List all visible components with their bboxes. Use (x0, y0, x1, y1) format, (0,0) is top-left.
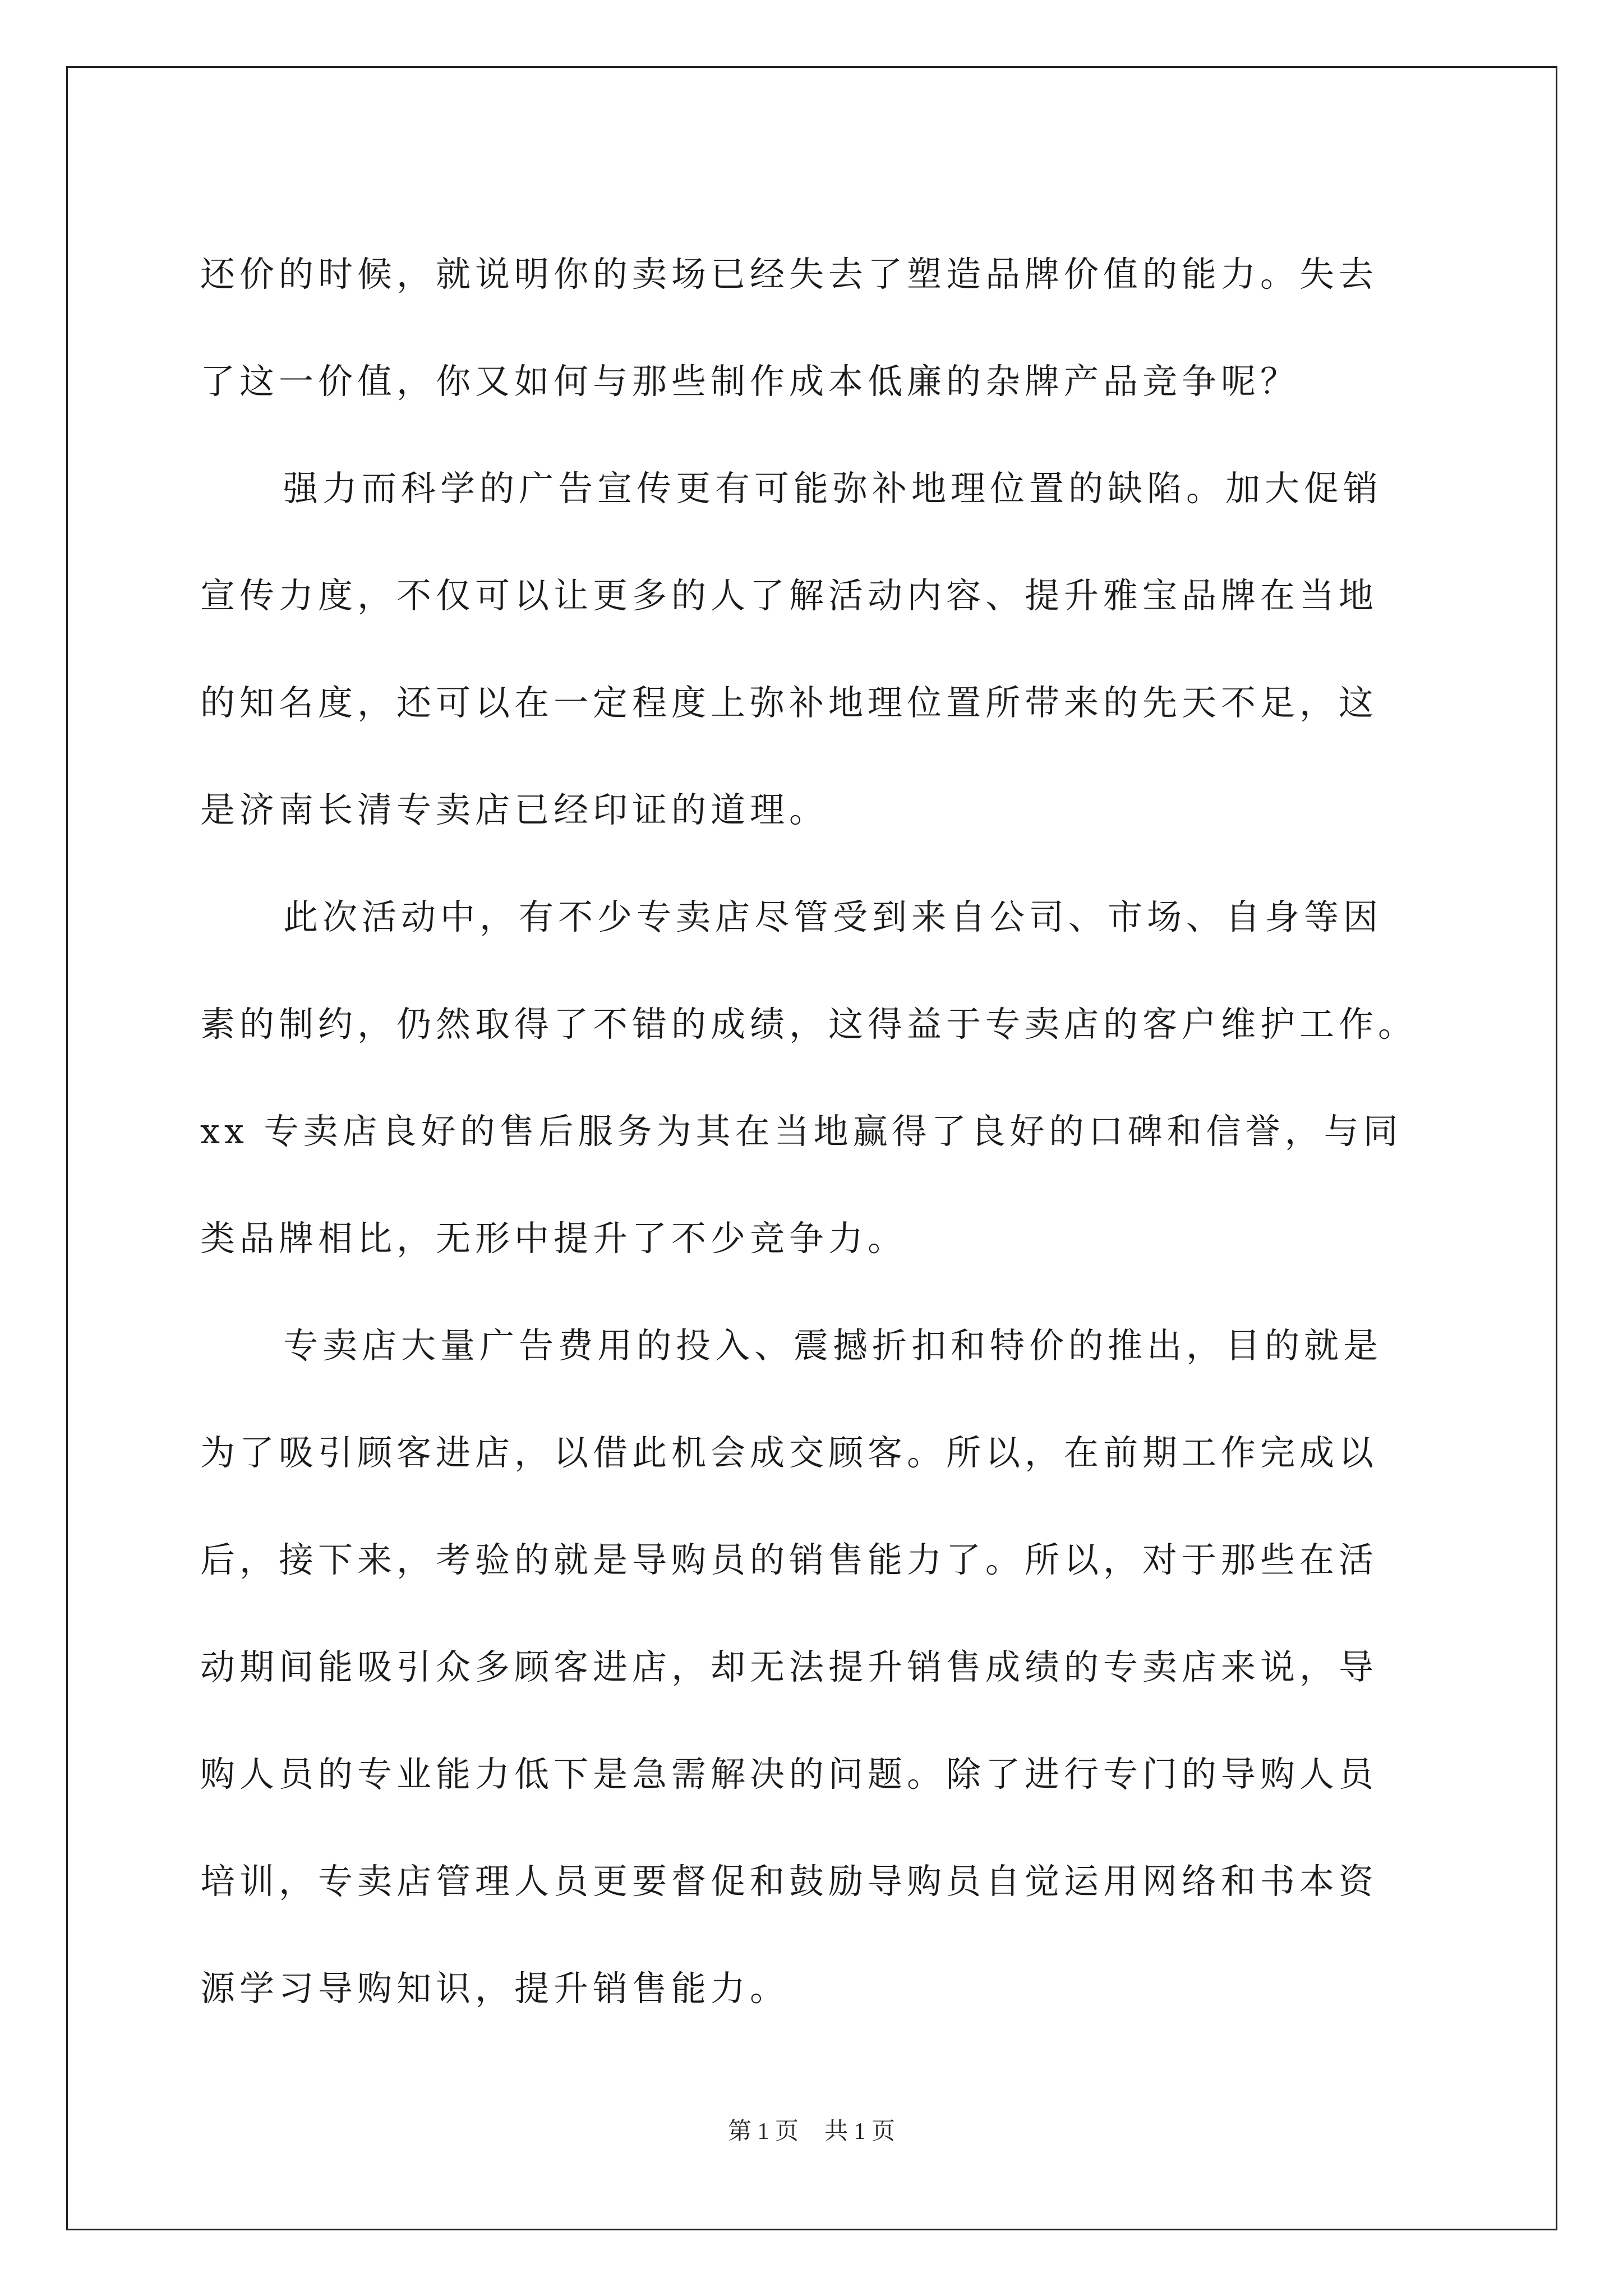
text-line: 素的制约，仍然取得了不错的成绩，这得益于专卖店的客户维护工作。 (200, 1004, 1418, 1045)
text-line: 类品牌相比，无形中提升了不少竞争力。 (200, 1218, 907, 1259)
text-line: xx 专卖店良好的售后服务为其在当地赢得了良好的口碑和信誉，与同 (200, 1111, 1403, 1152)
page-number-total: 共 1 页 (824, 2119, 896, 2145)
text-line: 购人员的专业能力低下是急需解决的问题。除了进行专门的导购人员 (200, 1754, 1378, 1795)
text-line: 还价的时候，就说明你的卖场已经失去了塑造品牌价值的能力。失去 (200, 254, 1378, 295)
text-line: 的知名度，还可以在一定程度上弥补地理位置所带来的先天不足，这 (200, 682, 1378, 723)
paragraph-start-line: 此次活动中，有不少专卖店尽管受到来自公司、市场、自身等因 (283, 896, 1383, 937)
text-line: 培训，专卖店管理人员更要督促和鼓励导购员自觉运用网络和书本资 (200, 1861, 1378, 1902)
document-body (200, 220, 1423, 2042)
text-line: 了这一价值，你又如何与那些制作成本低廉的杂牌产品竞争呢？ (200, 361, 1300, 402)
page-footer (0, 2115, 1623, 2148)
text-line: 宣传力度，不仅可以让更多的人了解活动内容、提升雅宝品牌在当地 (200, 575, 1378, 616)
text-line: 为了吸引顾客进店，以借此机会成交顾客。所以，在前期工作完成以 (200, 1432, 1378, 1473)
paragraph-start-line: 强力而科学的广告宣传更有可能弥补地理位置的缺陷。加大促销 (283, 468, 1383, 509)
paragraph-start-line: 专卖店大量广告费用的投入、震撼折扣和特价的推出，目的就是 (283, 1325, 1383, 1366)
text-line: 动期间能吸引众多顾客进店，却无法提升销售成绩的专卖店来说，导 (200, 1646, 1378, 1687)
page-number-current: 第 1 页 (727, 2119, 799, 2145)
text-line: 是济南长清专卖店已经印证的道理。 (200, 789, 829, 830)
text-line: 源学习导购知识，提升销售能力。 (200, 1968, 790, 2009)
text-line: 后，接下来，考验的就是导购员的销售能力了。所以，对于那些在活 (200, 1539, 1378, 1580)
